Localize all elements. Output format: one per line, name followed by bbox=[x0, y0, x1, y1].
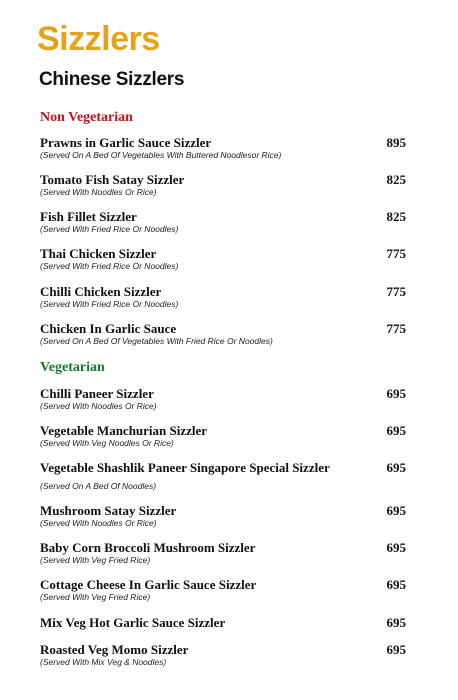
item-name: Roasted Veg Momo Sizzler bbox=[40, 642, 189, 657]
item-name: Vegetable Shashlik Paneer Singapore Special Sizzler bbox=[40, 460, 330, 475]
item-description: (Served With Noodles Or Rice) bbox=[40, 518, 157, 528]
item-price: 695 bbox=[386, 642, 406, 657]
item-price: 695 bbox=[386, 503, 406, 518]
item-name: Prawns in Garlic Sauce Sizzler bbox=[40, 135, 212, 150]
menu-item bbox=[40, 209, 406, 235]
item-name: Fish Fillet Sizzler bbox=[40, 209, 137, 224]
menu-item bbox=[40, 460, 406, 492]
item-description: (Served With Fried Rice Or Noodles) bbox=[40, 299, 179, 309]
item-name: Baby Corn Broccoli Mushroom Sizzler bbox=[40, 540, 256, 555]
item-description: (Served With Fried Rice Or Noodles) bbox=[40, 261, 179, 271]
item-price: 825 bbox=[386, 209, 406, 224]
item-price: 695 bbox=[386, 460, 406, 475]
item-name: Vegetable Manchurian Sizzler bbox=[40, 423, 208, 438]
section-heading-nonveg: Non Vegetarian bbox=[40, 110, 133, 125]
item-description: (Served On A Bed Of Vegetables With Buttered Noodlesor Rice) bbox=[40, 150, 282, 160]
item-price: 775 bbox=[386, 246, 406, 261]
page-title: Sizzlers bbox=[37, 20, 160, 58]
item-description: (Served With Veg Fried Rice) bbox=[40, 555, 151, 565]
section-heading-veg: Vegetarian bbox=[40, 360, 105, 375]
item-name: Chilli Chicken Sizzler bbox=[40, 284, 162, 299]
item-description: (Served On A Bed Of Noodles) bbox=[40, 481, 157, 491]
menu-item bbox=[40, 540, 406, 566]
item-price: 695 bbox=[386, 386, 406, 401]
menu-item bbox=[40, 321, 406, 347]
item-price: 775 bbox=[386, 284, 406, 299]
item-price: 825 bbox=[386, 172, 406, 187]
item-name: Chicken In Garlic Sauce bbox=[40, 321, 177, 336]
item-name: Mix Veg Hot Garlic Sauce Sizzler bbox=[40, 615, 226, 630]
menu-item bbox=[40, 423, 406, 449]
item-description: (Served With Noodles Or Rice) bbox=[40, 401, 157, 411]
item-price: 695 bbox=[386, 423, 406, 438]
item-price: 695 bbox=[386, 577, 406, 592]
item-description: (Served With Noodles Or Rice) bbox=[40, 187, 157, 197]
item-name: Cottage Cheese In Garlic Sauce Sizzler bbox=[40, 577, 257, 592]
menu-item bbox=[40, 577, 406, 603]
menu-subtitle: Chinese Sizzlers bbox=[39, 69, 185, 90]
item-price: 775 bbox=[386, 321, 406, 336]
item-name: Chilli Paneer Sizzler bbox=[40, 386, 154, 401]
item-price: 695 bbox=[386, 540, 406, 555]
item-description: (Served On A Bed Of Vegetables With Fried Rice Or Noodles) bbox=[40, 336, 273, 346]
item-description: (Served With Veg Noodles Or Rice) bbox=[40, 438, 174, 448]
menu-item bbox=[40, 284, 406, 310]
item-description: (Served With Veg Fried Rice) bbox=[40, 592, 151, 602]
menu-item bbox=[40, 503, 406, 529]
menu-item bbox=[40, 642, 406, 668]
item-description: (Served With Mix Veg & Noodles) bbox=[40, 657, 167, 667]
menu-item bbox=[40, 135, 406, 161]
item-description: (Served With Fried Rice Or Noodles) bbox=[40, 224, 179, 234]
item-price: 895 bbox=[386, 135, 406, 150]
item-name: Mushroom Satay Sizzler bbox=[40, 503, 177, 518]
menu-item bbox=[40, 386, 406, 412]
item-name: Thai Chicken Sizzler bbox=[40, 246, 157, 261]
menu-item bbox=[40, 615, 406, 630]
item-name: Tomato Fish Satay Sizzler bbox=[40, 172, 185, 187]
menu-item bbox=[40, 246, 406, 272]
menu-item bbox=[40, 172, 406, 198]
item-price: 695 bbox=[386, 615, 406, 630]
